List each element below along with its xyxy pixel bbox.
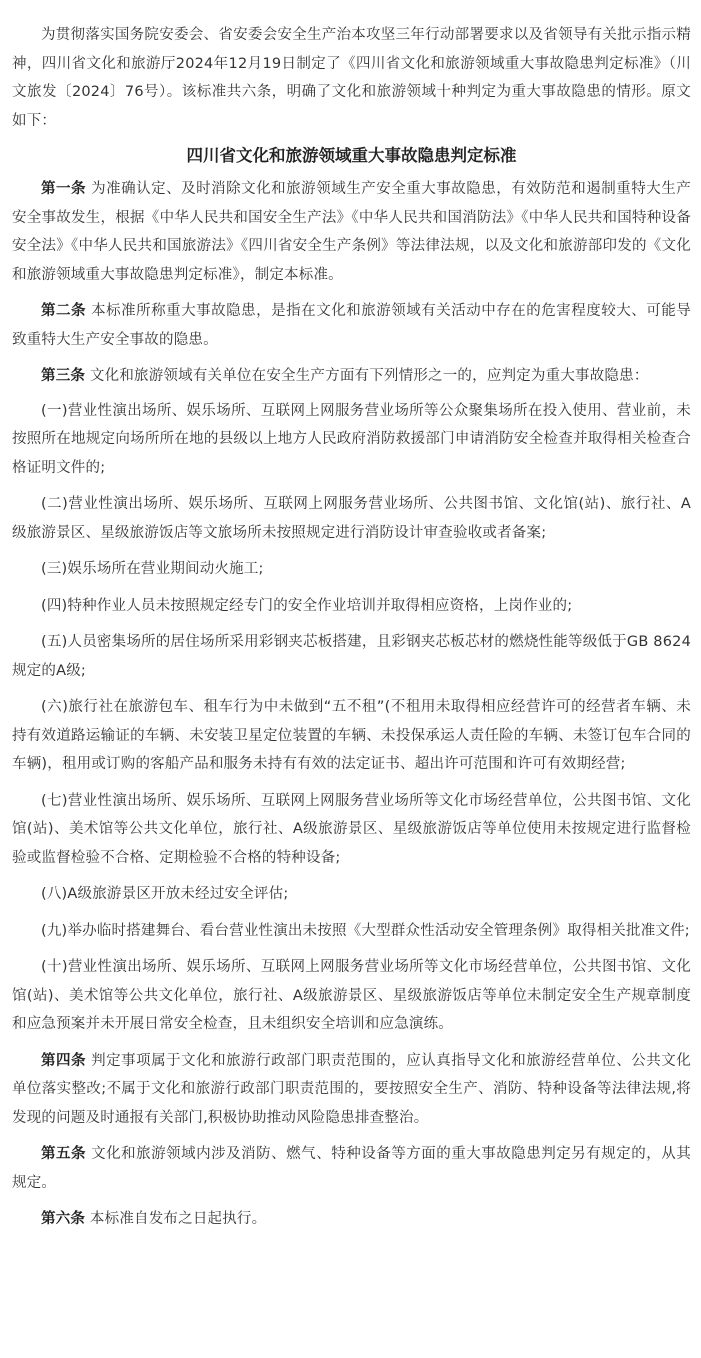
document-title: 四川省文化和旅游领域重大事故隐患判定标准 — [186, 146, 517, 165]
list-item: (六)旅行社在旅游包车、租车行为中未做到“五不租”(不租用未取得相应经营许可的经营者车辆、未持有效道路运输证的车辆、未安装卫星定位装置的车辆、未投保承运人责任险的车辆、未签订包车合同的车辆)，租用或订购的客船产品和服务未持有有效的法定证书、超出许可范围和许可有效期经营; — [12, 699, 691, 772]
article-6-label: 第六条 — [41, 1211, 86, 1227]
list-item: (四)特种作业人员未按照规定经专门的安全作业培训并取得相应资格，上岗作业的; — [41, 597, 573, 614]
article-1 — [12, 175, 691, 289]
article-5 — [12, 1140, 691, 1197]
article-6 — [12, 1205, 691, 1234]
list-item: (二)营业性演出场所、娱乐场所、互联网上网服务营业场所、公共图书馆、文化馆(站)、旅行社、A级旅游景区、星级旅游饭店等文旅场所未按照规定进行消防设计审查验收或者备案; — [12, 496, 691, 541]
article-6-text: 本标准自发布之日起执行。 — [85, 1211, 267, 1227]
list-item: (一)营业性演出场所、娱乐场所、互联网上网服务营业场所等公众聚集场所在投入使用、营业前，未按照所在地规定向场所所在地的县级以上地方人民政府消防救援部门申请消防安全检查并取得相关检查合格证明文件的; — [12, 402, 691, 476]
list-item: (七)营业性演出场所、娱乐场所、互联网上网服务营业场所等文化市场经营单位，公共图书馆、文化馆(站)、美术馆等公共文化单位，旅行社、A级旅游景区、星级旅游饭店等单位使用未按规定进行监督检验或监督检验不合格、定期检验不合格的特种设备; — [12, 792, 691, 866]
list-item: (十)营业性演出场所、娱乐场所、互联网上网服务营业场所等文化市场经营单位，公共图书馆、文化馆(站)、美术馆等公共文化单位，旅行社、A级旅游景区、星级旅游饭店等单位未制定安全生产规章制度和应急预案并未开展日常安全检查，且未组织安全培训和应急演练。 — [12, 959, 691, 1032]
article-2-label: 第二条 — [41, 303, 87, 319]
article-4-label: 第四条 — [41, 1052, 87, 1069]
article-3-label: 第三条 — [41, 368, 86, 384]
article-2-text: 本标准所称重大事故隐患，是指在文化和旅游领域有关活动中存在的危害程度较大、可能导致重特大生产安全事故的隐患。 — [12, 303, 691, 348]
article-5-label: 第五条 — [41, 1146, 87, 1162]
article-3 — [12, 362, 691, 391]
list-item: (九)举办临时搭建舞台、看台营业性演出未按照《大型群众性活动安全管理条例》取得相关批准文件; — [41, 922, 690, 939]
list-item: (八)A级旅游景区开放未经过安全评估; — [41, 886, 289, 902]
article-1-label: 第一条 — [41, 181, 87, 197]
article-1-text: 为准确认定、及时消除文化和旅游领域生产安全重大事故隐患，有效防范和遏制重特大生产安全事故发生，根据《中华人民共和国安全生产法》《中华人民共和国消防法》《中华人民共和国特种设备安全法》《中华人民共和国旅游法》《四川省安全生产条例》等法律法规，以及文化和旅游部印发的《文化和旅游领域重大事故隐患判定标准》，制定本标准。 — [12, 181, 691, 283]
article-2 — [12, 297, 691, 354]
article-4 — [12, 1047, 691, 1133]
intro-paragraph: 为贯彻落实国务院安委会、省安委会安全生产治本攻坚三年行动部署要求以及省领导有关批示指示精神，四川省文化和旅游厅2024年12月19日制定了《四川省文化和旅游领域重大事故隐患判定标准》（川文旅发〔2024〕76号）。该标准共六条，明确了文化和旅游领域十种判定为重大事故隐患的情形。原文如下： — [12, 27, 691, 129]
article-5-text: 文化和旅游领域内涉及消防、燃气、特种设备等方面的重大事故隐患判定另有规定的，从其规定。 — [12, 1146, 691, 1191]
list-item: (三)娱乐场所在营业期间动火施工; — [41, 561, 264, 577]
article-3-text: 文化和旅游领域有关单位在安全生产方面有下列情形之一的，应判定为重大事故隐患： — [85, 368, 649, 384]
article-4-text: 判定事项属于文化和旅游行政部门职责范围的，应认真指导文化和旅游经营单位、公共文化单位落实整改;不属于文化和旅游行政部门职责范围的，要按照安全生产、消防、特种设备等法律法规,将发现的问题及时通报有关部门,积极协助推动风险隐患排查整治。 — [12, 1052, 691, 1126]
list-item: (五)人员密集场所的居住场所采用彩钢夹芯板搭建，且彩钢夹芯板芯材的燃烧性能等级低于GB 8624规定的A级; — [12, 634, 691, 679]
